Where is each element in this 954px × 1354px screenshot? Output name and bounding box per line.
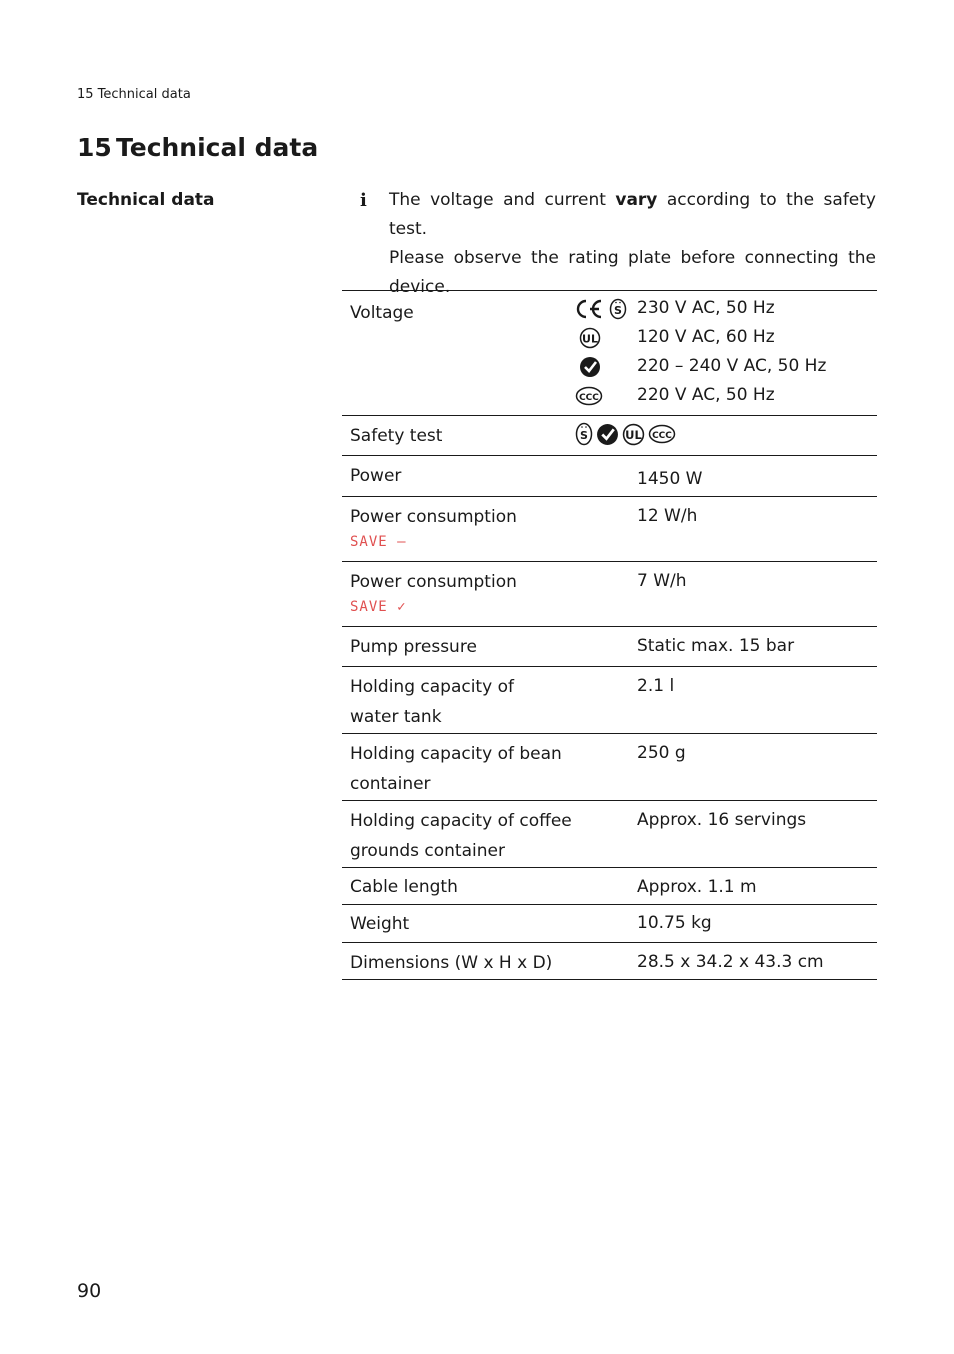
info-note — [389, 186, 876, 302]
power-label: Power — [350, 466, 402, 486]
power-value: 1450 W — [637, 469, 703, 489]
info-text-after: according to the safety test. — [389, 190, 876, 239]
cable-length-value: Approx. 1.1 m — [637, 877, 757, 897]
safety-test-marks — [575, 422, 676, 446]
voltage-value-2: 120 V AC, 60 Hz — [637, 327, 775, 347]
save-off-display: SAVE – — [350, 534, 407, 550]
table-row-power — [342, 456, 877, 497]
grounds-container-label-line1: Holding capacity of coffee — [350, 811, 572, 831]
ccc-mark-icon — [648, 424, 676, 444]
bean-container-label-line2: container — [350, 774, 431, 794]
svg-text:CCC: CCC — [579, 392, 599, 403]
ul-mark-icon — [579, 327, 601, 349]
mark-row-1 — [575, 294, 627, 323]
pump-pressure-label: Pump pressure — [350, 637, 477, 657]
save-on-display: SAVE ✓ — [350, 599, 407, 615]
bean-container-value: 250 g — [637, 743, 686, 763]
safety-test-label: Safety test — [350, 426, 443, 446]
running-header: 15 Technical data — [77, 87, 191, 102]
c-tick-mark-icon — [579, 356, 601, 378]
section-heading — [77, 133, 318, 162]
table-row-grounds-container — [342, 801, 877, 868]
weight-label: Weight — [350, 914, 410, 934]
voltage-marks — [575, 294, 627, 410]
power-consumption-off-label — [350, 502, 580, 552]
dimensions-label: Dimensions (W x H x D) — [350, 953, 553, 973]
c-tick-mark-icon — [596, 423, 619, 446]
table-row-water-tank — [342, 667, 877, 734]
power-consumption-label-text: Power consumption — [350, 507, 517, 527]
water-tank-value: 2.1 l — [637, 676, 675, 696]
ul-mark-icon — [622, 423, 645, 446]
info-text-line2: Please observe the rating plate before connecting the device. — [389, 248, 876, 297]
weight-value: 10.75 kg — [637, 913, 712, 933]
table-row-cable-length — [342, 868, 877, 905]
water-tank-label-line1: Holding capacity of — [350, 677, 514, 697]
technical-data-table — [342, 290, 877, 980]
voltage-value-4: 220 V AC, 50 Hz — [637, 385, 775, 405]
bean-container-label — [350, 739, 580, 799]
table-row-voltage — [342, 291, 877, 416]
power-consumption-off-value: 12 W/h — [637, 506, 698, 526]
table-row-bean-container — [342, 734, 877, 801]
power-consumption-on-value: 7 W/h — [637, 571, 687, 591]
table-row-power-consumption-on — [342, 562, 877, 627]
voltage-label: Voltage — [350, 303, 414, 323]
svg-text:UL: UL — [625, 427, 642, 442]
svg-text:UL: UL — [582, 332, 598, 345]
ce-mark-icon — [575, 298, 605, 320]
water-tank-label — [350, 672, 580, 732]
grounds-container-label — [350, 806, 580, 866]
mark-row-4 — [575, 381, 627, 410]
table-row-pump-pressure — [342, 627, 877, 667]
table-row-safety-test — [342, 416, 877, 456]
info-icon: i — [360, 190, 367, 211]
svg-text:S: S — [580, 429, 588, 442]
section-title: Technical data — [116, 133, 319, 162]
page-number: 90 — [77, 1280, 102, 1302]
pump-pressure-value: Static max. 15 bar — [637, 636, 795, 656]
bean-container-label-line1: Holding capacity of bean — [350, 744, 562, 764]
water-tank-label-line2: water tank — [350, 707, 442, 727]
table-row-dimensions — [342, 943, 877, 980]
voltage-values — [637, 294, 826, 410]
table-row-power-consumption-off — [342, 497, 877, 562]
info-text-before: The voltage and current — [389, 190, 616, 210]
section-number: 15 — [77, 133, 112, 162]
mark-row-2 — [575, 323, 627, 352]
power-consumption-label-text: Power consumption — [350, 572, 517, 592]
voltage-value-3: 220 – 240 V AC, 50 Hz — [637, 356, 827, 376]
table-row-weight — [342, 905, 877, 943]
power-consumption-on-label — [350, 567, 580, 617]
info-text-bold: vary — [615, 190, 658, 210]
side-heading: Technical data — [77, 190, 215, 210]
dimensions-value: 28.5 x 34.2 x 43.3 cm — [637, 952, 824, 972]
mark-row-3 — [575, 352, 627, 381]
svg-text:S: S — [614, 303, 622, 317]
voltage-value-1: 230 V AC, 50 Hz — [637, 298, 775, 318]
grounds-container-value: Approx. 16 servings — [637, 810, 807, 830]
s-mark-icon — [575, 422, 593, 446]
cable-length-label: Cable length — [350, 877, 458, 897]
ccc-mark-icon — [575, 386, 603, 406]
svg-text:CCC: CCC — [652, 431, 672, 441]
s-mark-icon — [609, 298, 627, 320]
grounds-container-label-line2: grounds container — [350, 841, 505, 861]
